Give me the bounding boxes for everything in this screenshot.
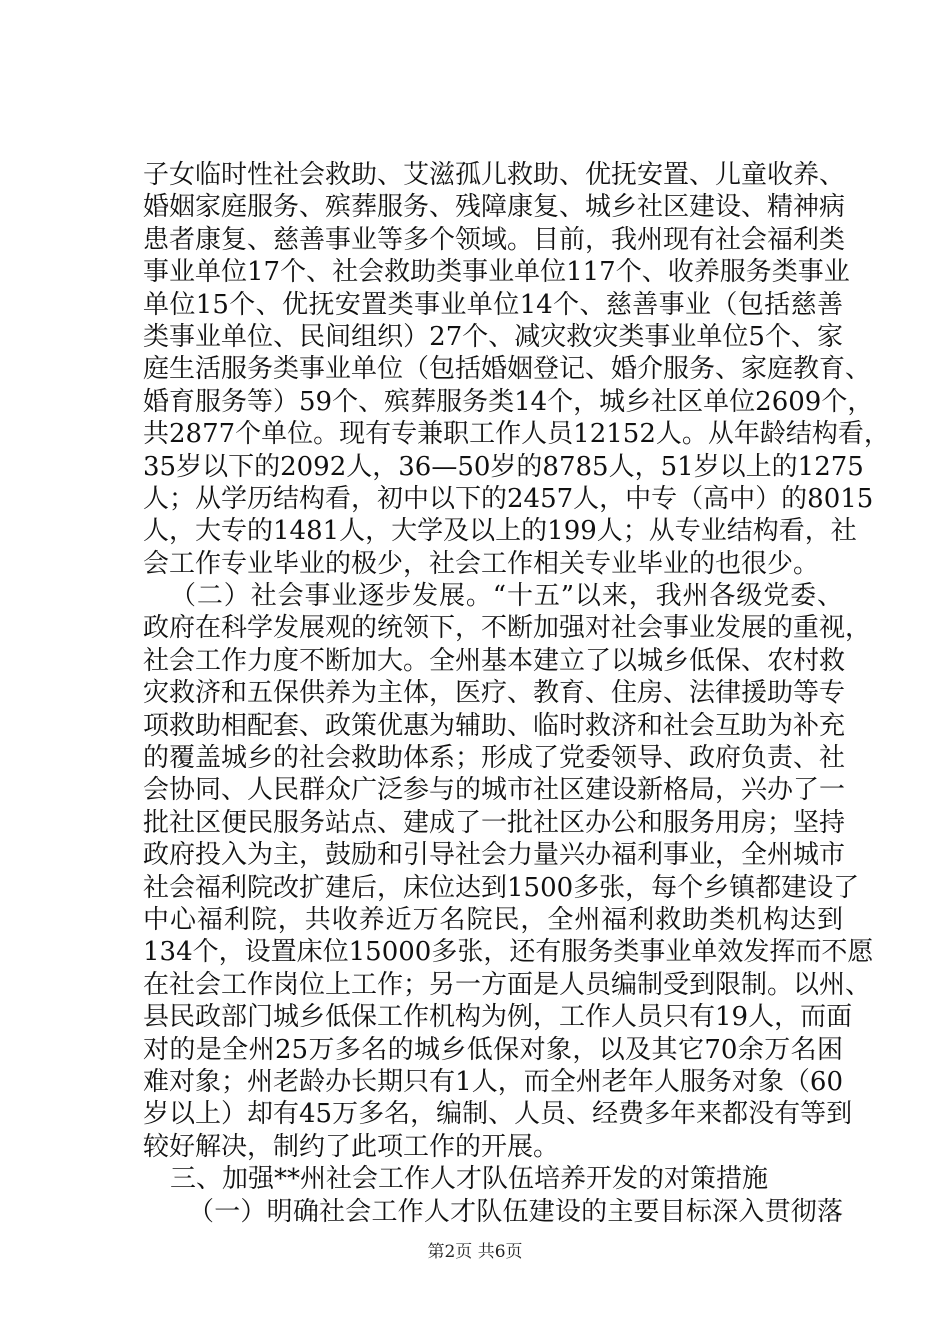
text-line: 庭生活服务类事业单位（包括婚姻登记、婚介服务、家庭教育、 bbox=[143, 354, 872, 385]
text-line: 灾救济和五保供养为主体，医疗、教育、住房、法律援助等专 bbox=[143, 678, 846, 709]
text-line: 政府在科学发展观的统领下，不断加强对社会事业发展的重视， bbox=[143, 613, 872, 644]
text-line: 患者康复、慈善事业等多个领域。目前，我州现有社会福利类 bbox=[143, 224, 846, 255]
page-number-footer: 第2页 共6页 bbox=[427, 1242, 523, 1262]
text-line: 单位15个、优抚安置类事业单位14个、慈善事业（包括慈善 bbox=[143, 289, 843, 320]
text-line: 在社会工作岗位上工作；另一方面是人员编制受到限制。以州、 bbox=[143, 969, 872, 1000]
text-line: 岁以上）却有45万多名，编制、人员、经费多年来都没有等到 bbox=[143, 1099, 853, 1130]
text-line: 中心福利院，共收养近万名院民，全州福利救助类机构达到 bbox=[143, 904, 843, 935]
text-line: 政府投入为主，鼓励和引导社会力量兴办福利事业，全州城市 bbox=[143, 840, 846, 871]
text-line: 难对象；州老龄办长期只有1人，而全州老年人服务对象（60 bbox=[143, 1066, 843, 1097]
text-line: 批社区便民服务站点、建成了一批社区办公和服务用房；坚持 bbox=[143, 807, 846, 838]
text-line: 子女临时性社会救助、艾滋孤儿救助、优抚安置、儿童收养、 bbox=[143, 160, 846, 190]
text-line: 类事业单位、民间组织）27个、减灾救灾类事业单位5个、家 bbox=[143, 321, 843, 352]
paragraph-first-line: （二）社会事业逐步发展。“十五”以来，我州各级党委、 bbox=[170, 581, 843, 612]
text-line: 婚育服务等）59个、殡葬服务类14个，城乡社区单位2609个， bbox=[143, 386, 874, 417]
text-line: 社会工作力度不断加大。全州基本建立了以城乡低保、农村救 bbox=[143, 645, 846, 676]
text-line: 35岁以下的2092人，36—50岁的8785人，51岁以上的1275 bbox=[143, 451, 864, 482]
text-line: 对的是全州25万多名的城乡低保对象，以及其它70余万名困 bbox=[143, 1034, 843, 1065]
paragraph-end-line: 较好解决，制约了此项工作的开展。 bbox=[143, 1131, 560, 1162]
text-line: 人，大专的1481人，大学及以上的199人；从专业结构看，社 bbox=[143, 516, 857, 547]
section-heading: 三、加强**州社会工作人才队伍培养开发的对策措施 bbox=[170, 1164, 769, 1195]
paragraph-end-line: 会工作专业毕业的极少，社会工作相关专业毕业的也很少。 bbox=[143, 548, 820, 579]
text-line: 项救助相配套、政策优惠为辅助、临时救济和社会互助为补充 bbox=[143, 710, 846, 741]
text-line: 会协同、人民群众广泛参与的城市社区建设新格局，兴办了一 bbox=[143, 775, 846, 806]
text-line: 县民政部门城乡低保工作机构为例，工作人员只有19人，而面 bbox=[143, 1002, 853, 1033]
text-line: 社会福利院改扩建后，床位达到1500多张，每个乡镇都建设了 bbox=[143, 872, 860, 903]
text-line: 人；从学历结构看，初中以下的2457人，中专（高中）的8015 bbox=[143, 483, 874, 514]
text-line: 共2877个单位。现有专兼职工作人员12152人。从年龄结构看， bbox=[143, 419, 890, 450]
body-text bbox=[143, 159, 890, 1228]
text-line: 134个，设置床位15000多张，还有服务类事业单效发挥而不愿 bbox=[143, 937, 874, 968]
subsection-heading: （一）明确社会工作人才队伍建设的主要目标深入贯彻落 bbox=[188, 1196, 843, 1227]
text-line: 事业单位17个、社会救助类事业单位117个、收养服务类事业 bbox=[143, 257, 850, 288]
text-line: 的覆盖城乡的社会救助体系；形成了党委领导、政府负责、社 bbox=[143, 743, 846, 774]
text-line: 婚姻家庭服务、殡葬服务、残障康复、城乡社区建设、精神病 bbox=[143, 192, 846, 223]
